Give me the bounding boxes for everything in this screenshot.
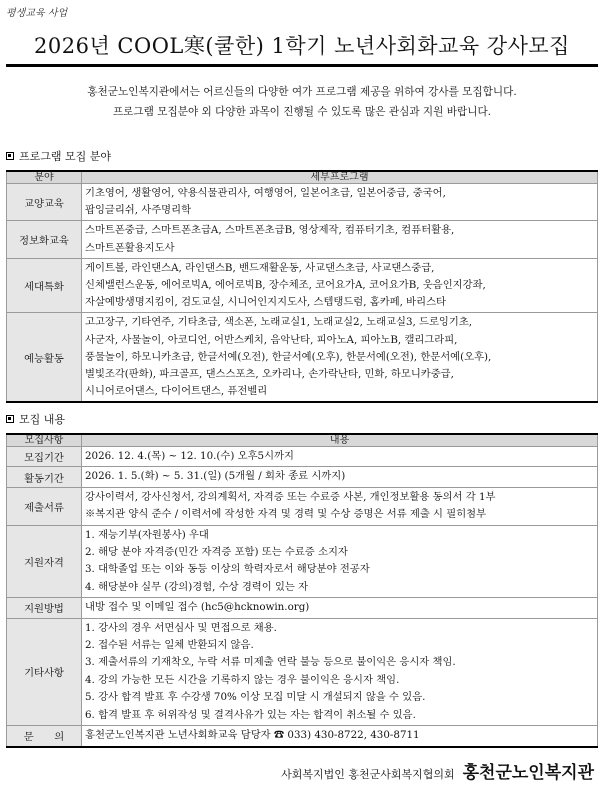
detail-line: 스마트폰중급, 스마트폰초급A, 스마트폰초급B, 영상제작, 컴퓨터기초, 컴퓨터활용, (85, 224, 455, 237)
detail-line: 별빛조각(판화), 파크골프, 댄스스포츠, 오카리나, 손가락난타, 민화, 하모니카중급, (85, 368, 454, 381)
detail-line: 기초영어, 생활영어, 약용식물관리사, 여행영어, 일본어초급, 일본어중급, 중국어, (85, 187, 446, 199)
detail-line: 자살예방생명지킴이, 검도교실, 시니어인지지도사, 스텝탱드럼, 홈카페, 바리스타 (85, 296, 446, 309)
detail-line: 팝잉글리쉬, 사주명리학 (85, 204, 192, 217)
detail-line: 사군자, 사물놀이, 아코디언, 어반스케치, 음악난타, 피아노A, 피아노B, 캘리그라피, (85, 333, 458, 346)
recruitment-table (6, 433, 598, 748)
square-bullet-icon (6, 152, 14, 160)
program-tag: 평생교육 사업 (6, 8, 68, 19)
detail-line: 스마트폰활용지도사 (85, 241, 175, 254)
detail-line: 홍천군노인복지관 노년사회화교육 담당자 ☎ 033) 430-8722, 430-8711 (85, 729, 420, 742)
section-heading-text: 모집 내용 (19, 413, 66, 426)
table-row (7, 447, 598, 467)
detail-line: 풍물놀이, 하모니카초급, 한글서예(오전), 한글서예(오후), 한문서예(오전), 한문서예(오후), (85, 350, 492, 363)
row-detail (82, 726, 598, 747)
row-category: 제출서류 (7, 487, 82, 525)
row-category: 정보화교육 (7, 221, 82, 258)
row-detail (82, 221, 598, 258)
detail-line: 내방 접수 및 이메일 접수 (hc5@hcknowin.org) (85, 601, 310, 614)
table-row (7, 726, 598, 747)
detail-line: 2. 해당 분야 자격증(민간 자격증 포함) 또는 수료증 소지자 (85, 546, 348, 559)
detail-line: 2. 접수된 서류는 일체 반환되지 않음. (85, 639, 254, 652)
detail-line: 1. 재능기부(자원봉사) 우대 (85, 528, 209, 541)
page-title: 2026년 COOL寒(쿨한) 1학기 노년사회화교육 강사모집 (34, 34, 570, 58)
column-header-content: 내용 (82, 434, 598, 447)
row-category: 교양교육 (7, 184, 82, 221)
row-detail (82, 184, 598, 221)
intro-line-1: 홍천군노인복지관에서는 어르신들의 다양한 여가 프로그램 제공을 위하여 강사를 모집합니다. (87, 86, 517, 98)
footer-org-name: 홍천군노인복지관 (462, 763, 594, 783)
table-header-row (7, 434, 598, 447)
section-heading-recruitment (6, 411, 65, 427)
square-bullet-icon (6, 415, 14, 423)
row-category: 지원방법 (7, 598, 82, 618)
table-header-row (7, 171, 598, 184)
row-detail (82, 598, 598, 618)
table-row (7, 525, 598, 598)
table-row (7, 598, 598, 618)
section-heading-text: 프로그램 모집 분야 (19, 150, 112, 163)
column-header-category: 분야 (7, 171, 82, 184)
table-row (7, 313, 598, 403)
detail-line: 게이트볼, 라인댄스A, 라인댄스B, 밴드재활운동, 사교댄스초급, 사교댄스중급, (85, 261, 435, 274)
detail-line: 4. 강의 가능한 모든 시간을 기록하지 않는 경우 불이익은 응시자 책임. (85, 673, 400, 686)
detail-line: 고고장구, 기타연주, 기타초급, 색소폰, 노래교실1, 노래교실2, 노래교실3, 드로잉기초, (85, 316, 473, 329)
row-detail (82, 487, 598, 525)
column-header-detail: 세부프로그램 (82, 171, 598, 184)
title-divider (6, 64, 598, 67)
footer-org-parent: 사회복지법인 홍천군사회복지협의회 (281, 768, 455, 781)
section-heading-programs (6, 148, 111, 164)
row-detail (82, 467, 598, 487)
detail-line: 3. 대학졸업 또는 이와 동등 이상의 학력자로서 해당분야 전공자 (85, 563, 370, 576)
row-category: 예능활동 (7, 313, 82, 403)
table-row (7, 467, 598, 487)
row-detail (82, 258, 598, 313)
detail-line: 6. 합격 발표 후 허위작성 및 결격사유가 있는 자는 합격이 취소될 수 있음. (85, 708, 416, 721)
table-row (7, 618, 598, 725)
program-table (6, 170, 598, 403)
row-category: 활동기간 (7, 467, 82, 487)
detail-line: 3. 제출서류의 기재착오, 누락 서류 미제출 연락 불능 등으로 불이익은 응시자 책임. (85, 656, 456, 669)
row-category: 기타사항 (7, 618, 82, 725)
row-category: 문 의 (7, 726, 82, 747)
detail-line: 강사이력서, 강사신청서, 강의계획서, 자격증 또는 수료증 사본, 개인정보활용 동의서 각 1부 (85, 490, 496, 503)
row-category: 모집기간 (7, 447, 82, 467)
table-row (7, 221, 598, 258)
row-detail (82, 618, 598, 725)
row-detail (82, 525, 598, 598)
table-row (7, 487, 598, 525)
detail-line: 신체밸런스운동, 에어로빅A, 에어로빅B, 장수체조, 코어요가A, 코어요가B, 웃음인지강좌, (85, 279, 486, 292)
table-row (7, 184, 598, 221)
detail-line: ※복지관 양식 준수 / 이력서에 작성한 자격 및 경력 및 수상 증명은 서류 제출 시 필히첨부 (85, 508, 487, 521)
detail-line: 1. 강사의 경우 서면심사 및 면접으로 채용. (85, 621, 277, 634)
footer (281, 758, 594, 783)
recruitment-table-body (7, 447, 598, 747)
detail-line: 2026. 12. 4.(목) ~ 12. 10.(수) 오후5시까지 (85, 450, 294, 462)
detail-line: 4. 해당분야 실무 (강의)경험, 수상 경력이 있는 자 (85, 580, 309, 593)
table-row (7, 258, 598, 313)
row-category: 지원자격 (7, 525, 82, 598)
detail-line: 2026. 1. 5.(화) ~ 5. 31.(일) (5개월 / 회차 종료 시까지) (85, 470, 346, 483)
intro-line-2: 프로그램 모집분야 외 다양한 과목이 진행될 수 있도록 많은 관심과 지원 바랍니다. (112, 106, 492, 118)
row-detail (82, 447, 598, 467)
program-table-body (7, 184, 598, 403)
row-detail (82, 313, 598, 403)
row-category: 세대특화 (7, 258, 82, 313)
detail-line: 5. 강사 합격 발표 후 수강생 70% 이상 모집 미달 시 개설되지 않을 수 있음. (85, 691, 426, 704)
column-header-item: 모집사항 (7, 434, 82, 447)
detail-line: 시니어로어댄스, 다이어트댄스, 퓨전벨리 (85, 385, 268, 398)
